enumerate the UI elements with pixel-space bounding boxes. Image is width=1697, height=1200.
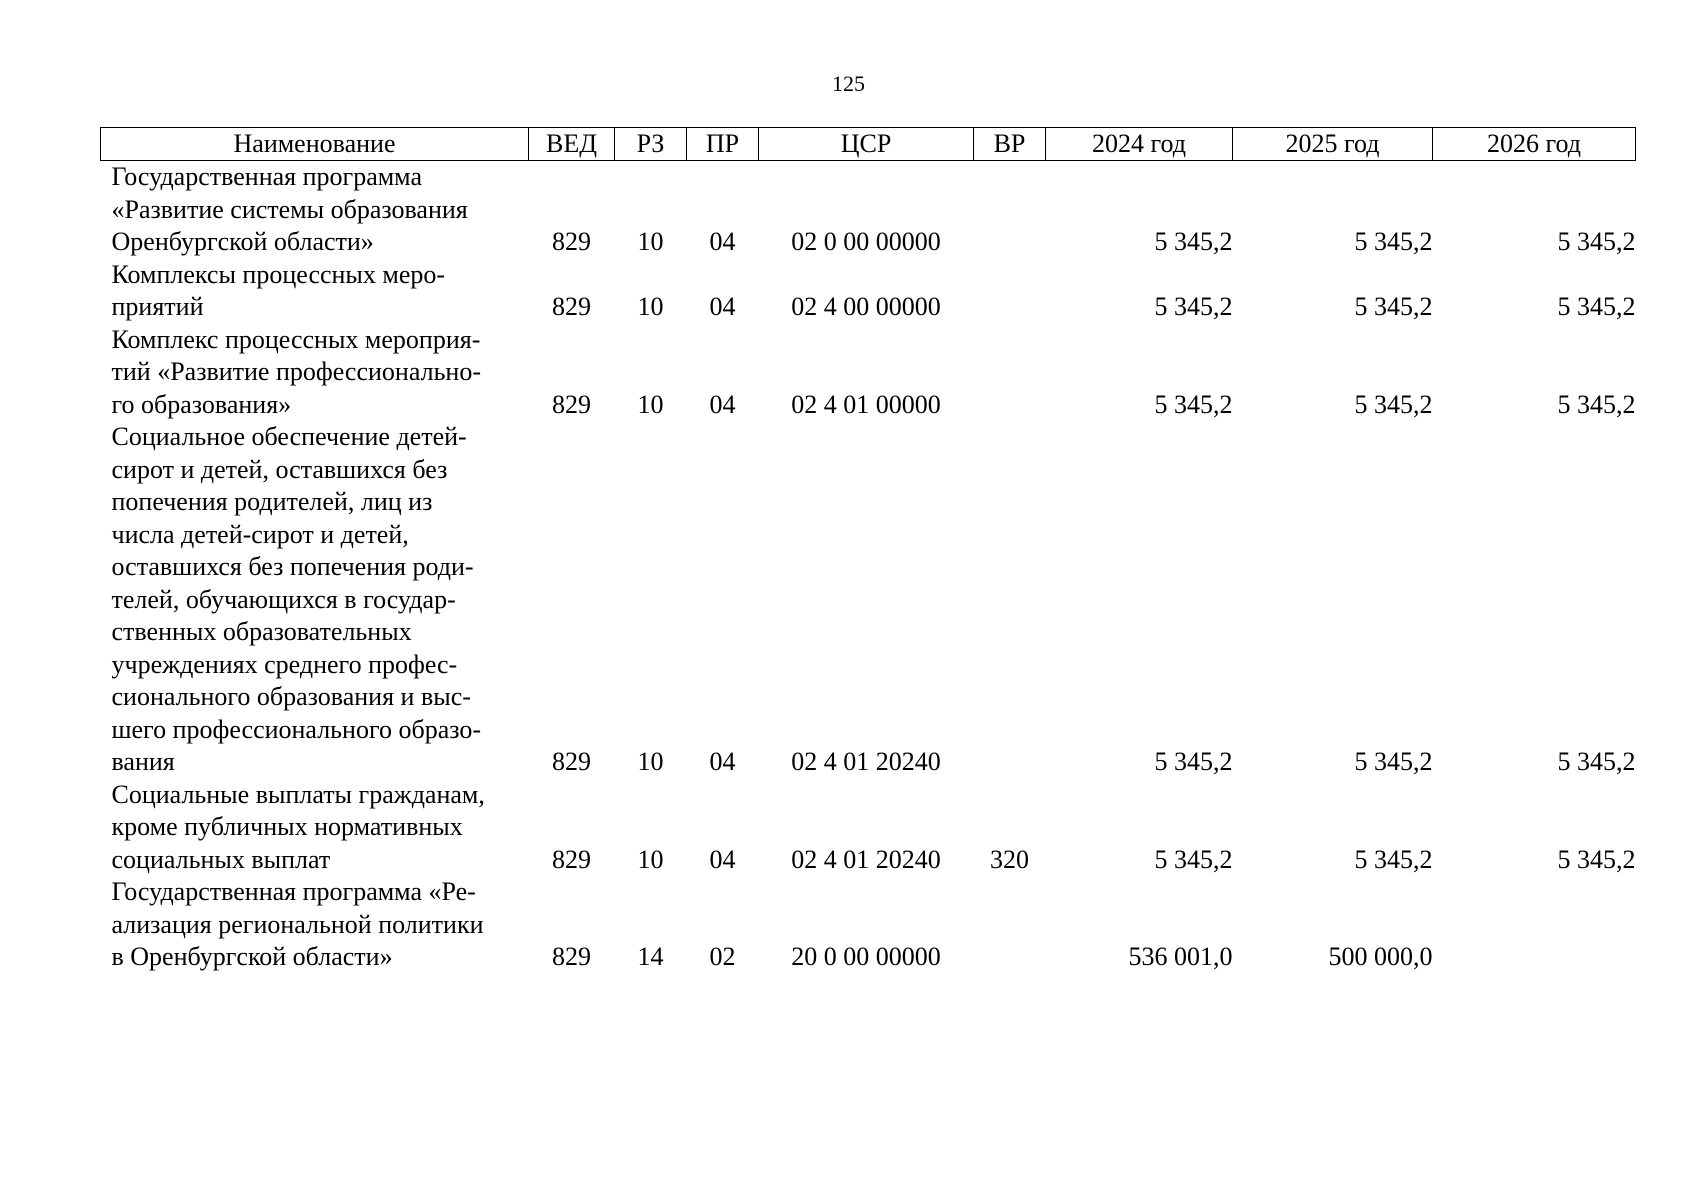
row-2024: 5 345,2	[1154, 389, 1233, 419]
row-2024: 5 345,2	[1154, 292, 1233, 321]
row-csr: 02 4 01 20240	[791, 747, 941, 776]
row-2026: 5 345,2	[1557, 227, 1636, 256]
row-name-line: Комплексы процессных меро-	[111, 259, 446, 289]
row-2024: 5 345,2	[1154, 747, 1233, 776]
row-vr	[974, 324, 1046, 422]
row-pr: 04	[709, 292, 736, 321]
header-2024: 2024 год	[1046, 128, 1233, 161]
header-csr: ЦСР	[759, 128, 974, 161]
row-2026: 5 345,2	[1557, 292, 1636, 321]
row-name	[101, 876, 529, 974]
row-2025: 500 000,0	[1328, 942, 1433, 971]
row-2025: 5 345,2	[1354, 747, 1433, 776]
row-name-line: Государственная программа	[111, 162, 423, 191]
row-vr: 320	[990, 844, 1029, 874]
row-name-line: Государственная программа «Ре-	[111, 877, 476, 906]
table-row	[101, 876, 1636, 974]
row-ved: 829	[552, 747, 591, 776]
row-ved: 829	[552, 227, 591, 256]
row-csr: 02 0 00 00000	[791, 227, 941, 256]
row-name-line: оставшихся без попечения роди-	[111, 552, 474, 581]
row-csr: 02 4 01 20240	[791, 844, 941, 874]
row-rz: 10	[637, 292, 664, 321]
row-2025: 5 345,2	[1354, 292, 1433, 321]
row-2026	[1433, 876, 1636, 974]
header-2025: 2025 год	[1233, 128, 1433, 161]
row-name-line: ализация региональной политики	[111, 909, 484, 939]
row-pr: 04	[709, 227, 736, 256]
row-name	[101, 324, 529, 422]
row-name-line: попечения родителей, лиц из	[111, 487, 433, 516]
table-row	[101, 779, 1636, 877]
table-row	[101, 259, 1636, 324]
row-pr: 04	[709, 389, 736, 419]
row-name-line: кроме публичных нормативных	[111, 812, 463, 841]
row-name	[101, 779, 529, 877]
row-name-line: го образования»	[111, 389, 292, 419]
row-name-line: телей, обучающихся в государ-	[111, 584, 456, 614]
row-pr: 04	[709, 747, 736, 776]
row-vr	[974, 876, 1046, 974]
row-2026: 5 345,2	[1557, 844, 1636, 874]
row-csr: 02 4 00 00000	[791, 292, 941, 321]
header-rz: РЗ	[615, 128, 687, 161]
row-vr	[974, 161, 1046, 259]
row-rz: 10	[637, 389, 664, 419]
row-csr: 02 4 01 00000	[791, 389, 941, 419]
row-name-line: числа детей-сирот и детей,	[111, 519, 409, 549]
row-2026: 5 345,2	[1557, 389, 1636, 419]
row-name-line: Социальные выплаты гражданам,	[111, 779, 485, 809]
row-2025: 5 345,2	[1354, 844, 1433, 874]
row-name-line: «Развитие системы образования	[111, 194, 468, 224]
row-pr: 02	[709, 942, 736, 971]
row-vr	[974, 259, 1046, 324]
row-name-line: сионального образования и выс-	[111, 682, 471, 711]
budget-table	[100, 127, 1636, 974]
row-2025: 5 345,2	[1354, 227, 1433, 256]
row-name-line: Комплекс процессных мероприя-	[111, 324, 481, 354]
row-name-line: приятий	[111, 292, 204, 321]
row-name-line: ственных образовательных	[111, 617, 412, 646]
row-ved: 829	[552, 844, 591, 874]
row-2024: 536 001,0	[1128, 942, 1233, 971]
header-name: Наименование	[101, 128, 529, 161]
row-name-line: Социальное обеспечение детей-	[111, 422, 467, 451]
row-name	[101, 421, 529, 779]
table-row	[101, 161, 1636, 259]
row-name-line: учреждениях среднего профес-	[111, 649, 458, 679]
row-name-line: тий «Развитие профессионально-	[111, 357, 481, 386]
row-name-line: Оренбургской области»	[111, 227, 374, 256]
table-header-row	[101, 128, 1636, 161]
row-2024: 5 345,2	[1154, 844, 1233, 874]
table-row	[101, 324, 1636, 422]
row-rz: 10	[637, 227, 664, 256]
header-pr: ПР	[687, 128, 759, 161]
row-2026: 5 345,2	[1557, 747, 1636, 776]
row-pr: 04	[709, 844, 736, 874]
row-name-line: шего профессионального образо-	[111, 714, 482, 744]
table-row	[101, 421, 1636, 779]
row-vr	[974, 421, 1046, 779]
row-ved: 829	[552, 389, 591, 419]
row-rz: 14	[637, 942, 664, 971]
row-name-line: сирот и детей, оставшихся без	[111, 454, 448, 484]
row-2025: 5 345,2	[1354, 389, 1433, 419]
row-name-line: социальных выплат	[111, 844, 331, 874]
row-csr: 20 0 00 00000	[791, 942, 941, 971]
row-rz: 10	[637, 844, 664, 874]
header-2026: 2026 год	[1433, 128, 1636, 161]
row-name	[101, 259, 529, 324]
header-vr: ВР	[974, 128, 1046, 161]
row-2024: 5 345,2	[1154, 227, 1233, 256]
header-ved: ВЕД	[529, 128, 615, 161]
row-name	[101, 161, 529, 259]
row-ved: 829	[552, 942, 591, 971]
page-number: 125	[832, 71, 865, 96]
row-rz: 10	[637, 747, 664, 776]
row-name-line: в Оренбургской области»	[111, 942, 393, 971]
row-name-line: вания	[111, 747, 175, 776]
row-ved: 829	[552, 292, 591, 321]
